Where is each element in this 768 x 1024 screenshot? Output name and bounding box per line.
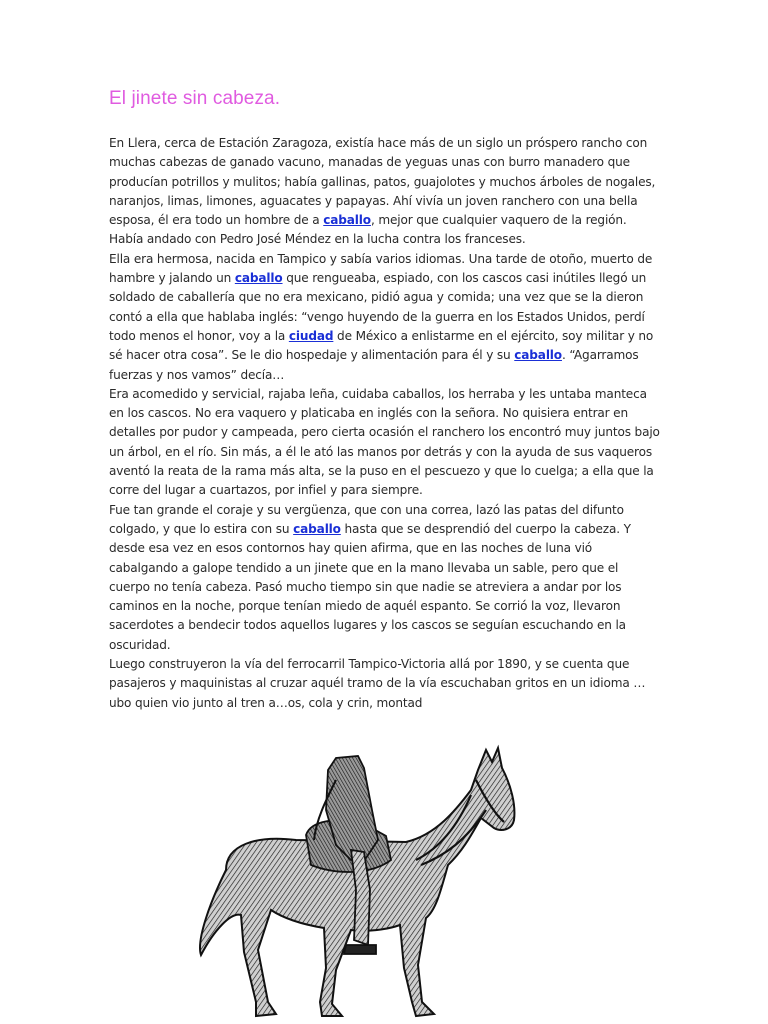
inline-link[interactable]: caballo — [323, 213, 371, 228]
paragraph-text: …os, cola y crin, montad — [275, 695, 423, 710]
paragraph-text: , mejor que cualquier vaquero de la región. Había andado con Pedro José Méndez en la lucha contra los franceses. — [109, 213, 627, 247]
story-paragraph — [109, 655, 661, 713]
story-paragraph — [109, 501, 661, 655]
paragraph-text: En Llera, cerca de Estación Zaragoza, existía hace más de un siglo un próspero rancho con muchas cabezas de ganado vacuno, manadas de yeguas unas con burro manadero que producían potrillos y mulitos; había gallinas, patos, guajolotes y muchos árboles de nogales, naranjos, limas, limones, aguacates y papayas. Ahí vivía un joven ranchero con una bella esposa, él era todo un hombre de a — [109, 136, 656, 228]
paragraph-text: Fue tan grande el coraje y su vergüenza, que con una correa, lazó las patas del difunto colgado, y que lo estira con su — [109, 502, 624, 536]
story-body — [109, 134, 661, 713]
headless-horseman-illustration — [186, 740, 526, 1024]
story-paragraph — [109, 134, 661, 250]
paragraph-text: Ella era hermosa, nacida en Tampico y sabía varios idiomas. Una tarde de otoño, muerto de hambre y jalando un — [109, 251, 653, 286]
paragraph-text: hasta que se desprendió del cuerpo la cabeza. Y desde esa vez en esos contornos hay quien afirma, que en las noches de luna vió cabalgando a galope tendido a un jinete que en la mano llevaba un sable, pero que el cuerpo no tenía cabeza. Pasó mucho tiempo sin que nadie se atreviera a andar por los caminos en la noche, porque tenían miedo de aquél espanto. Se corrió la voz, llevaron sacerdotes a bendecir todos aquellos lugares y los cascos se seguían escuchando en la oscuridad. — [109, 521, 631, 652]
paragraph-text: . “Agarramos fuerzas y nos vamos” decía… — [109, 348, 639, 382]
paragraph-text: …ubo quien vio junto al tren a — [109, 676, 646, 710]
inline-link[interactable]: caballo — [514, 348, 562, 363]
document-page — [109, 88, 661, 713]
story-paragraph — [109, 385, 661, 501]
story-paragraph — [109, 250, 661, 385]
inline-link[interactable]: ciudad — [288, 328, 334, 343]
story-title: El jinete sin cabeza. — [109, 88, 281, 109]
inline-link[interactable]: caballo — [293, 521, 341, 536]
paragraph-text: Luego construyeron la vía del ferrocarril Tampico-Victoria allá por 1890, y se cuenta que pasajeros y maquinistas al cruzar aquél tramo de la vía escuchaban gritos en un idioma — [109, 657, 634, 691]
inline-link[interactable]: caballo — [234, 271, 283, 286]
paragraph-text: de México a enlistarme en el ejército, soy militar y no sé hacer otra cosa”. Se le dio hospedaje y alimentación para él y su — [109, 328, 654, 363]
paragraph-text: Era acomedido y servicial, rajaba leña, cuidaba caballos, los herraba y les untaba manteca en los cascos. No era vaquero y platicaba en inglés con la señora. No quisiera entrar en detalles por pudor y campeada, pero cierta ocasión el ranchero los encontró muy juntos bajo un árbol, en el río. Sin más, a él le ató las manos por detrás y con la ayuda de sus vaqueros aventó la reata de la rama más alta, se la puso en el pescuezo y que lo cuelga; a ella que la corre del lugar a cuartazos, por infiel y para siempre. — [109, 386, 660, 498]
paragraph-text: que rengueaba, espiado, con los cascos casi inútiles llegó un soldado de caballería que no era mexicano, pidió agua y comida; una vez que se la dieron contó a ella que hablaba inglés: “vengo huyendo de la guerra en los Estados Unidos, perdí todo menos el honor, voy a la — [109, 271, 647, 343]
